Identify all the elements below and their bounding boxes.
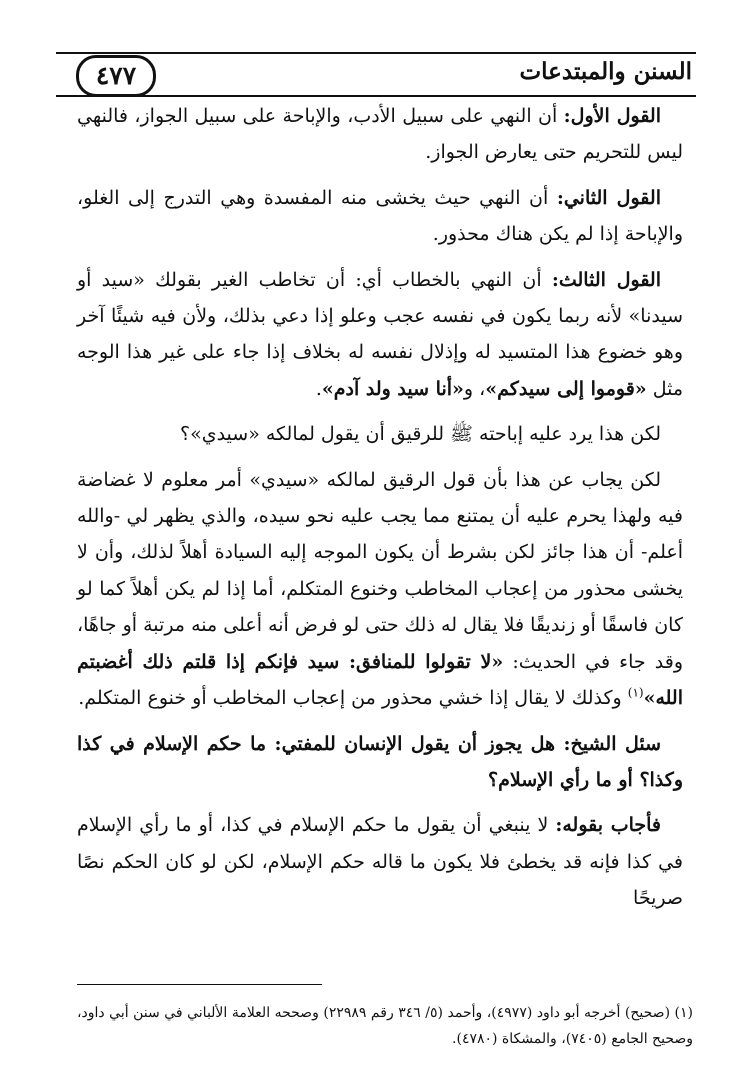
header-rule-top [56, 52, 696, 54]
paragraph-text: أن النهي على سبيل الأدب، والإباحة على سبيل الجواز، فالنهي ليس للتحريم حتى يعارض الجواز. [77, 105, 683, 164]
paragraph-objection [77, 416, 683, 452]
paragraph-label: القول الأول: [563, 105, 661, 127]
paragraph-text: أن النهي بالخطاب أي: أن تخاطب الغير بقولك «سيد أو سيدنا» لأنه ربما يكون في نفسه عجب وعلو إذا دعي بذلك، ولأن فيه شيئًا آخر وهو خضوع هذا المتسيد له وإذلال نفسه له بخلاف إذا جاء على غير هذا الوجه مثل [77, 268, 683, 400]
page-number: ٤٧٧ [76, 55, 156, 97]
paragraph-text: أن النهي حيث يخشى منه المفسدة وهي التدرج إلى الغلو، والإباحة إذا لم يكن هناك محذور. [77, 186, 683, 246]
main-text [77, 98, 683, 926]
paragraph-label: فأجاب بقوله: [555, 814, 661, 837]
header-rule-bottom [56, 95, 696, 97]
footnote: (١) (صحيح) أخرجه أبو داود (٤٩٧٧)، وأحمد (٥/ ٣٤٦ رقم ٢٢٩٨٩) وصححه العلامة الألباني في سنن أبي داود، وصحيح الجامع (٧٤٠٥)، والمشكاة (٤٧٨٠). [77, 1005, 694, 1047]
paragraph-text: لكن يجاب عن هذا بأن قول الرقيق لمالكه «سيدي» أمر معلوم لا غضاضة فيه ولهذا يحرم عليه أن يمتنع مما يجب عليه نحو سيده، والذي يظهر لي -والله أعلم- أن هذا جائز لكن بشرط أن يكون الموجه إليه السيادة أهلاً لذلك، وأن لا يخشى محذور من إعجاب المخاطب وخنوع المتكلم، أما إذا لم يكن أهلاً كما لو كان فاسقًا أو زنديقًا فلا يقال له ذلك حتى لو فرض أنه أعلى منه مرتبة أو جاهًا، وقد جاء في الحديث: [77, 468, 683, 673]
paragraph-text: لا ينبغي أن يقول ما حكم الإسلام في كذا، أو ما رأي الإسلام في كذا فإنه قد يخطئ فلا يكون ما قاله حكم الإسلام، لكن لو كان الحكم نصًا صريحًا [77, 814, 683, 910]
paragraph-text: لكن هذا يرد عليه إباحته ﷺ للرقيق أن يقول لمالكه «سيدي»؟ [179, 423, 661, 446]
paragraph-third-opinion [77, 262, 683, 408]
paragraph-question [77, 726, 683, 799]
paragraph-text: وكذلك لا يقال إذا خشي محذور من إعجاب المخاطب أو خنوع المتكلم. [78, 687, 628, 710]
hadith-quote: «قوموا إلى سيدكم» [485, 377, 647, 400]
footnote-separator [77, 984, 322, 985]
question-text: سئل الشيخ: هل يجوز أن يقول الإنسان للمفتي: ما حكم الإسلام في كذا وكذا؟ أو ما رأي الإسلام؟ [77, 732, 683, 791]
hadith-quote: «لا تقولوا للمنافق: سيد فإنكم إذا قلتم ذلك أغضبتم الله» [77, 650, 683, 710]
paragraph-label: القول الثالث: [551, 268, 661, 291]
hadith-quote: «أنا سيد ولد آدم» [321, 377, 464, 400]
paragraph-text: . [315, 377, 322, 400]
paragraph-reply [77, 462, 683, 717]
paragraph-first-opinion [77, 98, 683, 171]
paragraph-second-opinion [77, 180, 683, 253]
running-title: السنن والمبتدعات [519, 58, 692, 85]
paragraph-answer [77, 807, 683, 916]
paragraph-label: القول الثاني: [556, 186, 661, 209]
paragraph-text: ، و [463, 377, 486, 400]
footnote-reference: (١) [627, 685, 644, 700]
